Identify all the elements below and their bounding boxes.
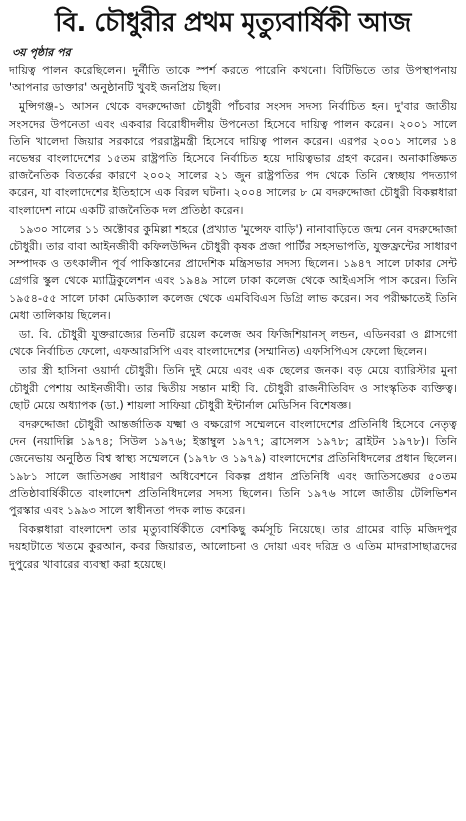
article-paragraph: ১৯৩০ সালের ১১ অক্টোবর কুমিল্লা শহরে (প্রখ্যাত 'মুন্সেফ বাড়ি') নানাবাড়িতে জন্ম নেন বদরুদ্দোজা চৌধুরী। তার বাবা আইনজীবী কফিলউদ্দিন চৌধুরী কৃষক প্রজা পার্টির সহসভাপতি, যুক্তফ্রন্টের সাধারণ সম্পাদক ও তৎকালীন পূর্ব পাকিস্তানের প্রাদেশিক মন্ত্রিসভার সদস্য ছিলেন। ১৯৪৭ সালে ঢাকার সেন্ট গ্রেগরি স্কুল থেকে ম্যাট্রিকুলেশন এবং ১৯৪৯ সালে ঢাকা কলেজ থেকে আইএসসি পাস করেন। তিনি ১৯৫৪-৫৫ সালে ঢাকা মেডিক্যাল কলেজ থেকে এমবিবিএস ডিগ্রি লাভ করেন। সব পরীক্ষাতেই তিনি মেধা তালিকায় ছিলেন। <box>9 222 457 322</box>
article-paragraph: বদরুদ্দোজা চৌধুরী আন্তর্জাতিক যক্ষ্মা ও বক্ষরোগ সম্মেলনে বাংলাদেশের প্রতিনিধি হিসেবে নেতৃত্ব দেন (নয়াদিল্লি ১৯৭৪; সিউল ১৯৭৬; ইস্তাম্বুল ১৯৭৭; ব্রাসেলস ১৯৭৮; ব্রাইটন ১৯৭৮)। তিনি জেনেভায় অনুষ্ঠিত বিশ্ব স্বাস্থ্য সম্মেলনে (১৯৭৮ ও ১৯৭৯) বাংলাদেশের প্রতিনিধিদলের প্রধান ছিলেন। ১৯৮১ সালে জাতিসঙ্ঘ সাধারণ অধিবেশনে বিকল্প প্রধান প্রতিনিধি এবং জাতিসঙ্ঘের ৫০তম প্রতিষ্ঠাবার্ষিকীতে বাংলাদেশ প্রতিনিধিদলের সদস্য ছিলেন। তিনি ১৯৭৬ সালে জাতীয় টেলিভিশন পুরস্কার এবং ১৯৯৩ সালে স্বাধীনতা পদক লাভ করেন। <box>9 418 457 518</box>
article-paragraph: বিকল্পধারা বাংলাদেশ তার মৃত্যুবার্ষিকীতে বেশকিছু কর্মসূচি নিয়েছে। তার গ্রামের বাড়ি মজিদপুর দয়হাটাতে খতমে কুরআন, কবর জিয়ারত, আলোচনা ও দোয়া এবং দরিদ্র ও এতিম মাদরাসাছাত্রদের দুপুরের খাবারের ব্যবস্থা করা হয়েছে। <box>9 523 457 571</box>
headline: বি. চৌধুরীর প্রথম মৃত্যুবার্ষিকী আজ <box>55 8 411 38</box>
continued-from-label: ৩য় পৃষ্ঠার পর <box>12 46 71 59</box>
article-paragraph: ডা. বি. চৌধুরী যুক্তরাজ্যের তিনটি রয়েল কলেজ অব ফিজিশিয়ানস্ লন্ডন, এডিনবরা ও গ্লাসগো থেকে নির্বাচিত ফেলো, এফআরসিপি এবং বাংলাদেশের (সম্মানিত) এফসিপিএস ফেলো ছিলেন। <box>9 328 457 359</box>
article-paragraph: তার স্ত্রী হাসিনা ওয়ার্দা চৌধুরী। তিনি দুই মেয়ে এবং এক ছেলের জনক। বড় মেয়ে ব্যারিস্টার মুনা চৌধুরী পেশায় আইনজীবী। তার দ্বিতীয় সন্তান মাহী বি. চৌধুরী রাজনীতিবিদ ও সাংস্কৃতিক ব্যক্তিত্ব। ছোট মেয়ে অধ্যাপক (ডা.) শায়লা সাফিয়া চৌধুরী ইন্টার্নাল মেডিসিন বিশেষজ্ঞ। <box>9 364 457 412</box>
article-paragraph: মুন্সিগঞ্জ-১ আসন থেকে বদরুদ্দোজা চৌধুরী পাঁচবার সংসদ সদস্য নির্বাচিত হন। দু'বার জাতীয় সংসদের উপনেতা এবং একবার বিরোধীদলীয় উপনেতা হিসেবে দায়িত্ব পালন করেন। ২০০১ সালে তিনি খালেদা জিয়ার সরকারে পররাষ্ট্রমন্ত্রী হিসেবে দায়িত্ব পালন করেন। এরপর ২০০১ সালের ১৪ নভেম্বর বাংলাদেশের ১৫তম রাষ্ট্রপতি হিসেবে নির্বাচিত হয়ে দায়িত্বভার গ্রহণ করেন। অনাকাঙ্ক্ষিত রাজনৈতিক বিতর্কের কারণে ২০০২ সালের ২১ জুন রাষ্ট্রপতির পদ থেকে তিনি স্বেচ্ছায় পদত্যাগ করেন, যা বাংলাদেশের ইতিহাসে এক বিরল ঘটনা। ২০০৪ সালের ৮ মে বদরুদ্দোজা চৌধুরী বিকল্পধারা বাংলাদেশ নামে একটি রাজনৈতিক দল প্রতিষ্ঠা করেন। <box>9 100 457 217</box>
article-body <box>0 60 466 573</box>
article-paragraph: দায়িত্ব পালন করেছিলেন। দুর্নীতি তাকে স্পর্শ করতে পারেনি কখনো। বিটিভিতে তার উপস্থাপনায় 'আপনার ডাক্তার' অনুষ্ঠানটি খুবই জনপ্রিয় ছিল। <box>9 64 457 95</box>
